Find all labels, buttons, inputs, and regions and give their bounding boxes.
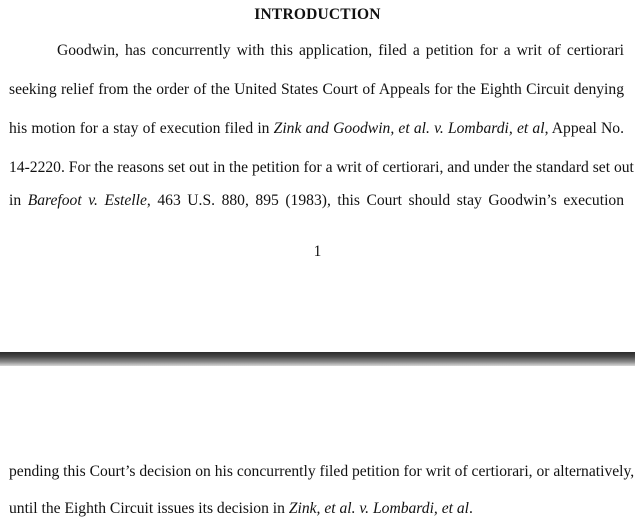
paragraph-line-3 [9,119,624,139]
paragraph-line-5 [9,191,624,211]
line-text: , Appeal No. [544,120,624,137]
line-text: pending this Court’s decision on his concurrently filed petition for writ of certiorari, or alternatively, [9,463,635,480]
line-text: , 463 U.S. 880, 895 (1983), this Court should stay Goodwin’s execution [146,192,624,209]
line-text: until the Eighth Circuit issues its decision in [9,500,289,517]
line-text: seeking relief from the order of the United States Court of Appeals for the Eighth Circuit denying [9,81,624,98]
case-citation: Barefoot v. Estelle [27,192,147,209]
paragraph-line-1 [9,41,624,61]
section-heading: INTRODUCTION [254,6,381,23]
page-2 [0,366,635,529]
paragraph-line-7 [9,499,624,519]
page-number: 1 [313,243,322,260]
case-citation: Zink, et al. v. Lombardi, et al [288,500,469,517]
paragraph-line-4 [9,158,634,178]
line-text: his motion for a stay of execution filed in [9,120,274,137]
line-text: . [469,500,473,517]
line-text: Goodwin, has concurrently with this application, filed a petition for a writ of certiorari [57,42,624,59]
paragraph-line-2 [9,80,624,100]
page-break-separator [0,352,635,366]
line-text: in [9,192,28,209]
paragraph-line-6 [9,462,635,482]
line-text: 14-2220. For the reasons set out in the petition for a writ of certiorari, and under the standard set out [9,159,634,176]
case-citation: Zink and Goodwin, et al. v. Lombardi, et al [273,120,545,137]
